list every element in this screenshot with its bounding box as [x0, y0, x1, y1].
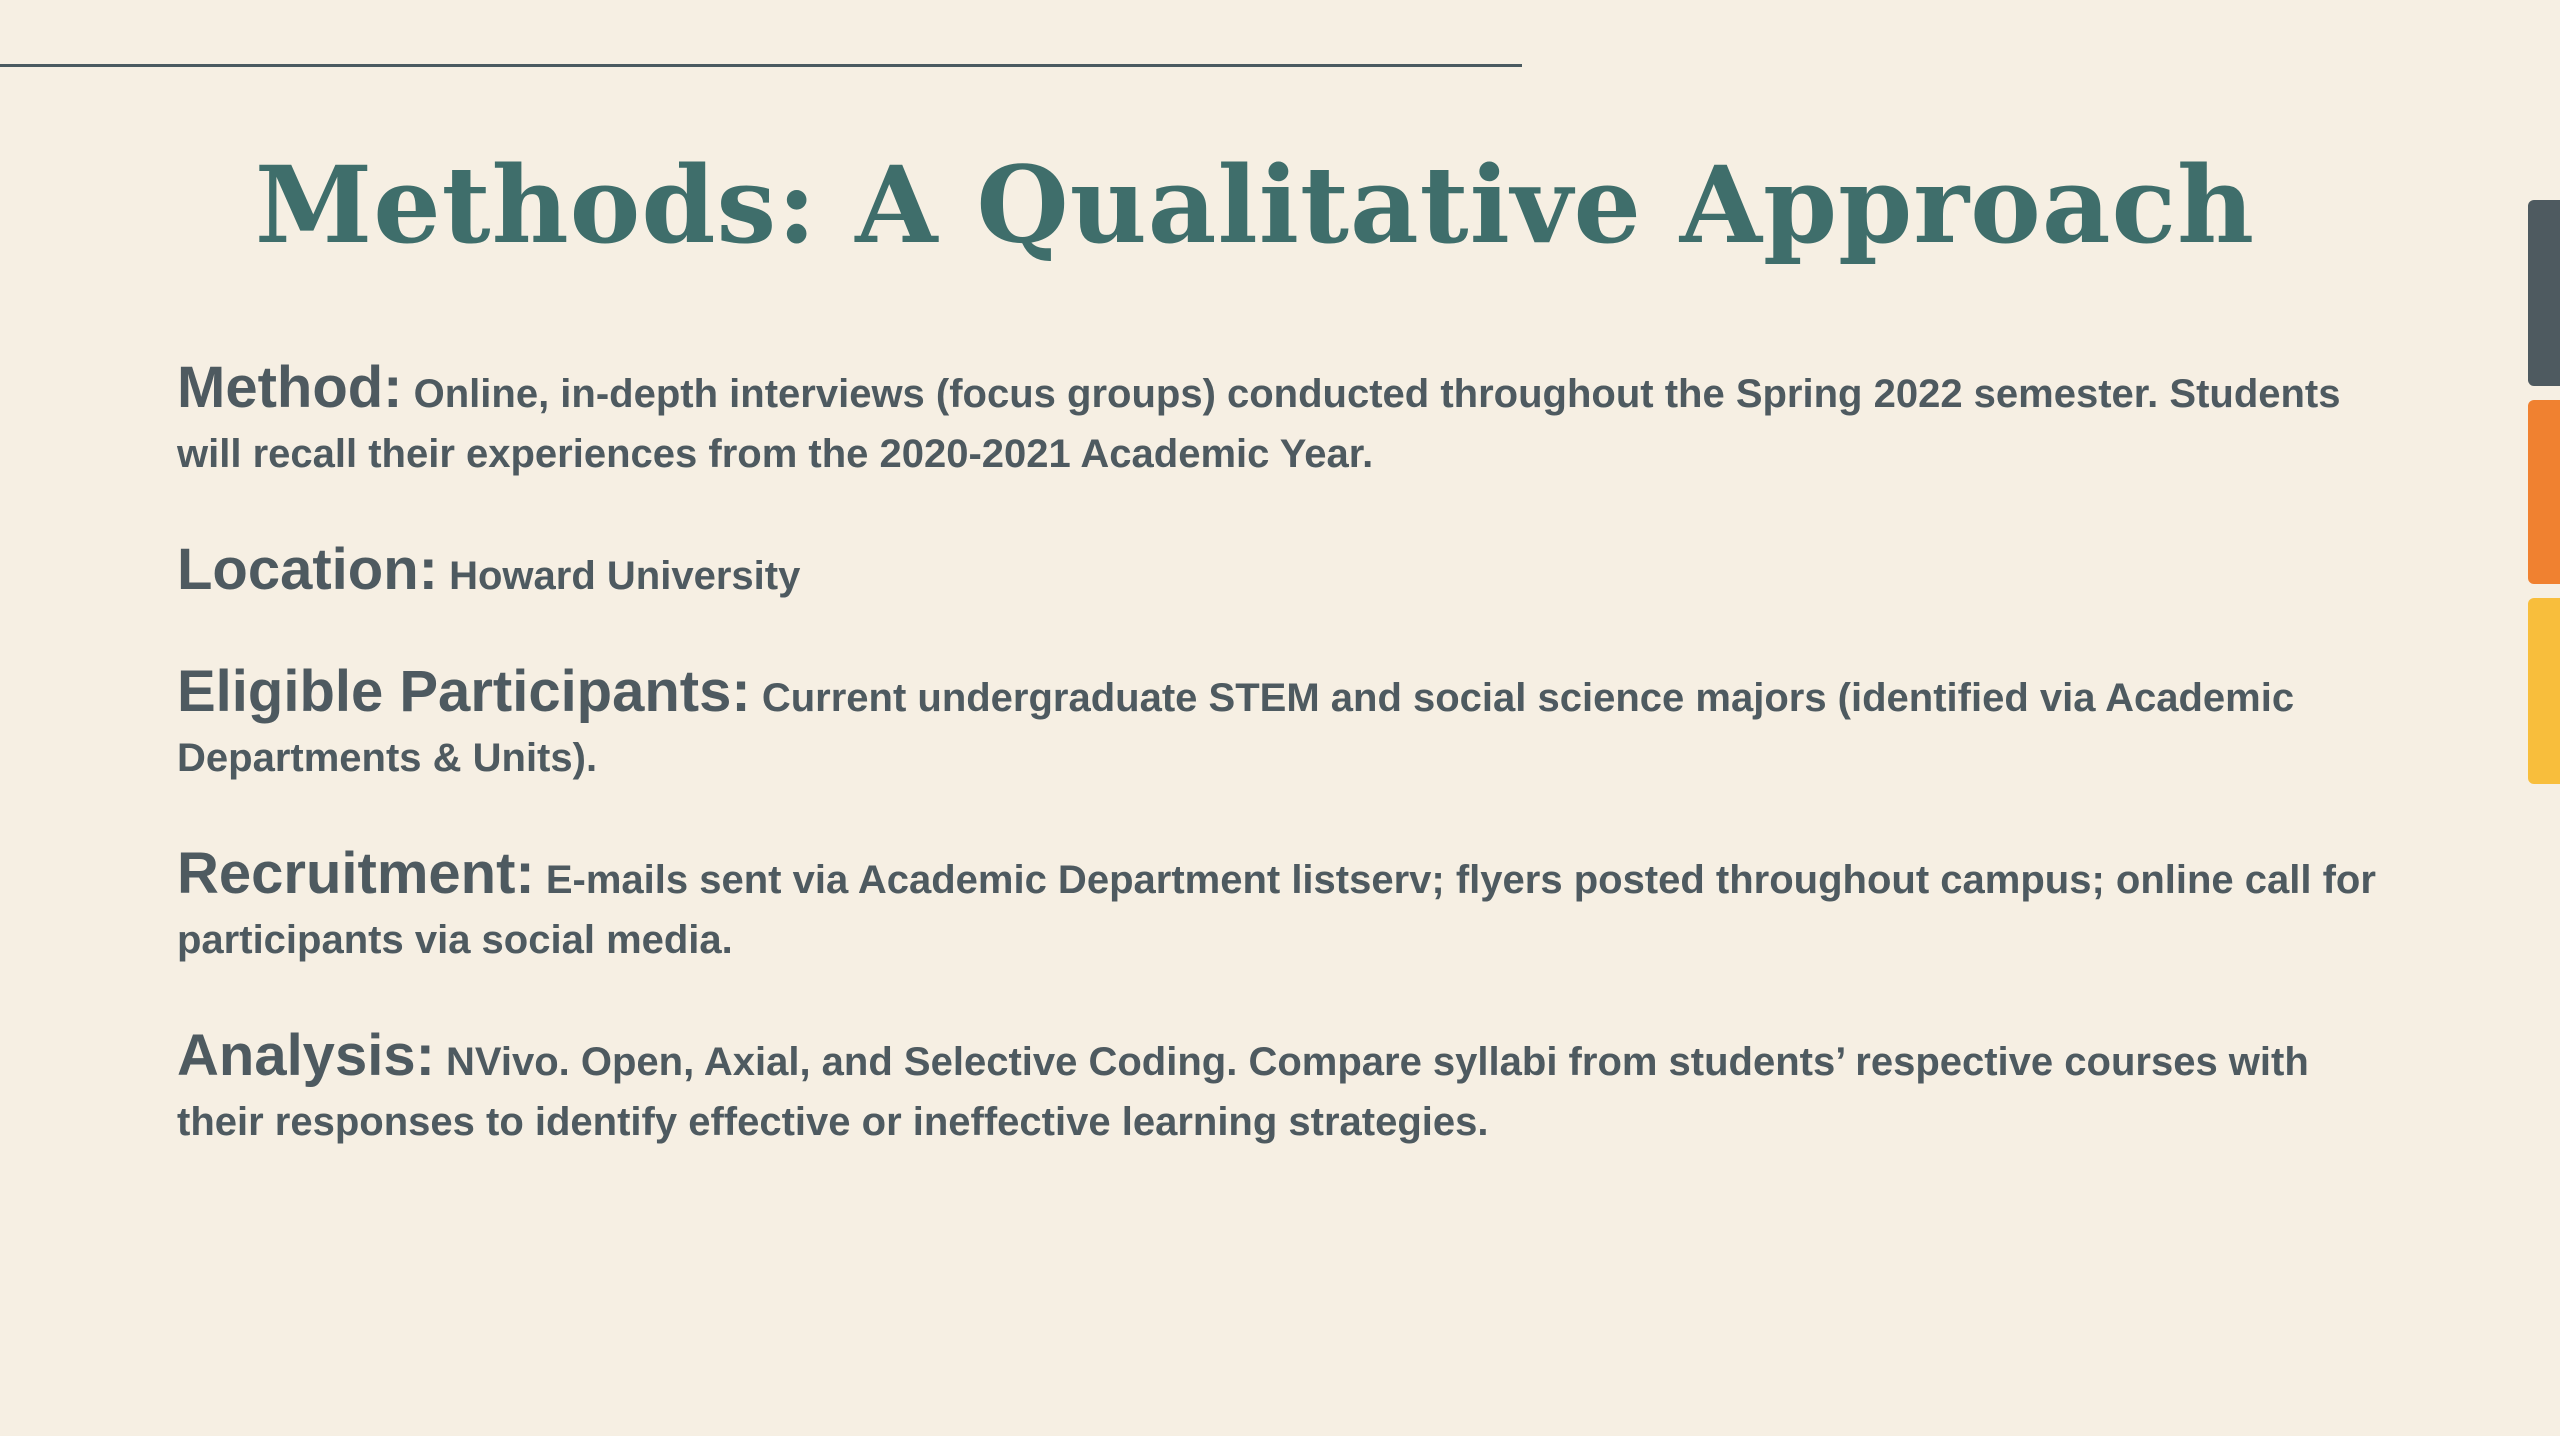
- eligible-participants-item: [177, 659, 2397, 788]
- method-text: Online, in-depth interviews (focus groups) conducted throughout the Spring 2022 semester. Students will recall their experiences from the 2020-2021 Academic Year.: [177, 372, 2341, 476]
- recruitment-item: [177, 841, 2397, 970]
- analysis-label: Analysis:: [177, 1023, 435, 1088]
- analysis-text: NVivo. Open, Axial, and Selective Coding. Compare syllabi from students’ respective courses with their responses to identify effective or ineffective learning strategies.: [177, 1040, 2309, 1144]
- location-item: [177, 537, 2397, 606]
- recruitment-text: E-mails sent via Academic Department listserv; flyers posted throughout campus; online call for participants via social media.: [177, 858, 2376, 962]
- method-item: [177, 355, 2397, 484]
- accent-bar-yellow: [2528, 598, 2560, 784]
- eligible-participants-text: Current undergraduate STEM and social science majors (identified via Academic Departments & Units).: [177, 676, 2295, 780]
- accent-bar-slate: [2528, 200, 2560, 386]
- slide-content: [177, 355, 2397, 1208]
- location-text: Howard University: [449, 554, 801, 598]
- top-divider-line: [0, 64, 1522, 67]
- analysis-item: [177, 1023, 2397, 1152]
- eligible-participants-label: Eligible Participants:: [177, 659, 751, 724]
- bottom-edge-strip: [0, 1436, 2560, 1440]
- slide-title: Methods: A Qualitative Approach: [254, 142, 2256, 267]
- location-label: Location:: [177, 537, 438, 602]
- accent-bar-orange: [2528, 400, 2560, 584]
- recruitment-label: Recruitment:: [177, 841, 535, 906]
- method-label: Method:: [177, 355, 403, 420]
